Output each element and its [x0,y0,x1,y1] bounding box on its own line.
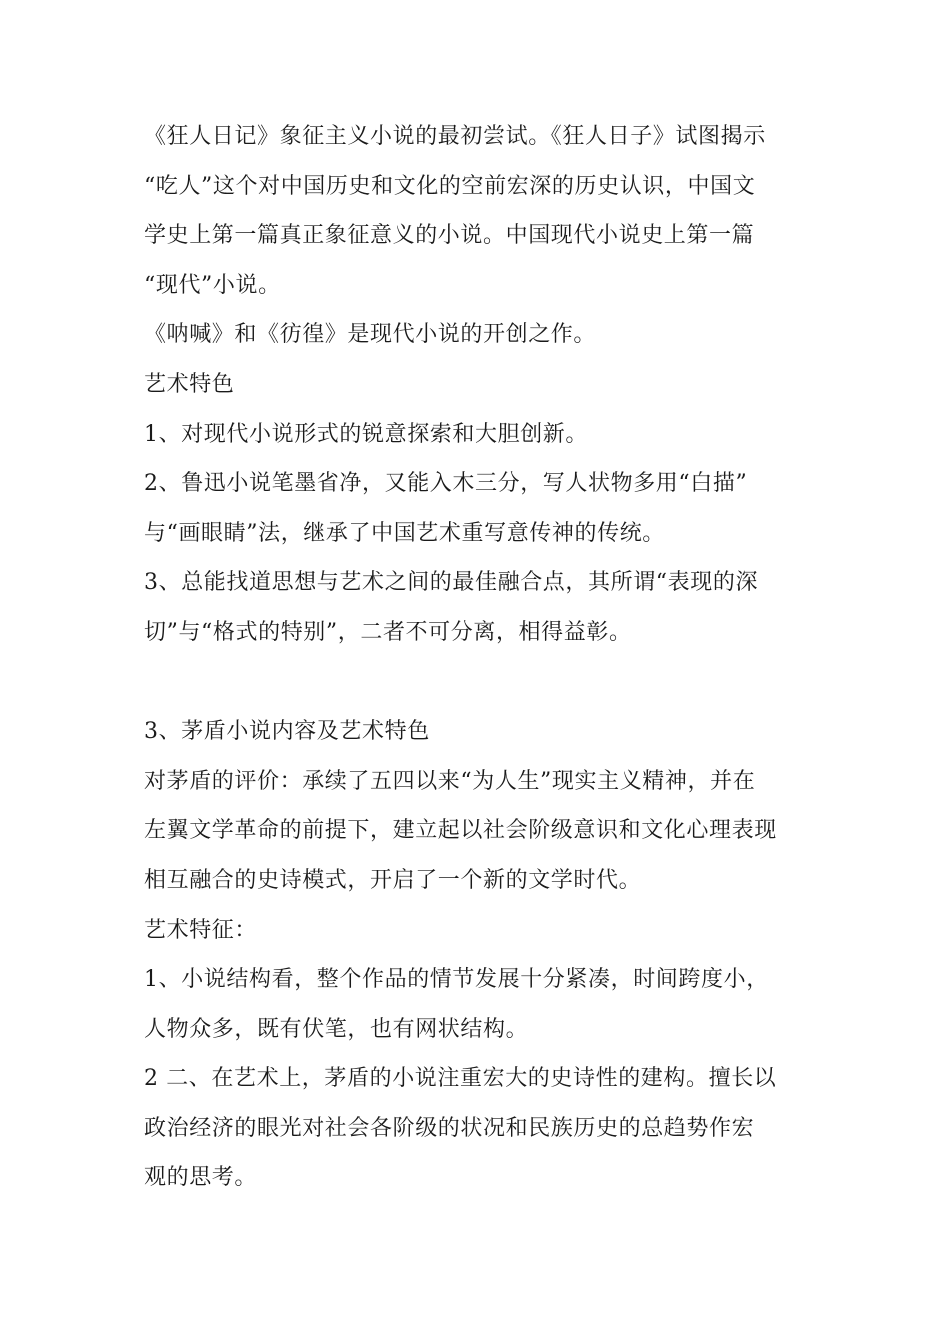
heading-text: 艺术特征： [144,917,258,943]
list-item-luxun-art-3 [144,558,806,657]
blank-line [144,658,806,708]
paragraph-kuangren-intro [144,112,806,310]
paragraph-nahan-panghuang [144,310,806,360]
text-line: 观的思考。 [144,1165,258,1191]
section-heading-luxun-art [144,360,806,410]
paragraph-maodun-evaluation [144,757,806,906]
text-line: 对茅盾的评价：承续了五四以来“为人生”现实主义精神，并在 [144,768,756,794]
text-line: 政治经济的眼光对社会各阶级的状况和民族历史的总趋势作宏 [144,1115,755,1141]
list-item-maodun-art-2 [144,1054,806,1203]
heading-text: 艺术特色 [144,371,235,397]
text-line: 《狂人日记》象征主义小说的最初尝试。《狂人日子》试图揭示 [144,124,766,149]
text-line: 与“画眼睛”法，继承了中国艺术重写意传神的传统。 [144,520,665,546]
section-heading-maodun-art [144,906,806,956]
text-line: 学史上第一篇真正象征意义的小说。中国现代小说史上第一篇 [144,223,755,249]
text-line: 切”与“格式的特别”，二者不可分离，相得益彰。 [144,619,632,645]
text-line: “吃人”这个对中国历史和文化的空前宏深的历史认识，中国文 [144,173,756,199]
text-line: 3、总能找道思想与艺术之间的最佳融合点，其所谓“表现的深 [144,570,759,596]
list-item-luxun-art-1 [144,410,806,460]
section-heading-maodun [144,707,806,757]
text-line: 1、对现代小说形式的锐意探索和大胆创新。 [144,421,588,447]
document-body [144,112,806,1203]
list-item-maodun-art-1 [144,955,806,1054]
text-line: 2、鲁迅小说笔墨省净，又能入木三分，写人状物多用“白描” [144,471,748,497]
text-line: 相互融合的史诗模式，开启了一个新的文学时代。 [144,867,642,893]
list-item-luxun-art-2 [144,459,806,558]
text-line: 1、小说结构看，整个作品的情节发展十分紧凑，时间跨度小， [144,967,769,993]
text-line: 人物众多，既有伏笔，也有网状结构。 [144,1016,529,1042]
text-line: “现代”小说。 [144,272,281,298]
text-line: 左翼文学革命的前提下，建立起以社会阶级意识和文化心理表现 [144,818,777,844]
text-line: 《呐喊》和《彷徨》是现代小说的开创之作。 [144,322,597,348]
text-line: 2 二、在艺术上，茅盾的小说注重宏大的史诗性的建构。擅长以 [144,1066,777,1092]
heading-text: 3、茅盾小说内容及艺术特色 [144,719,430,745]
